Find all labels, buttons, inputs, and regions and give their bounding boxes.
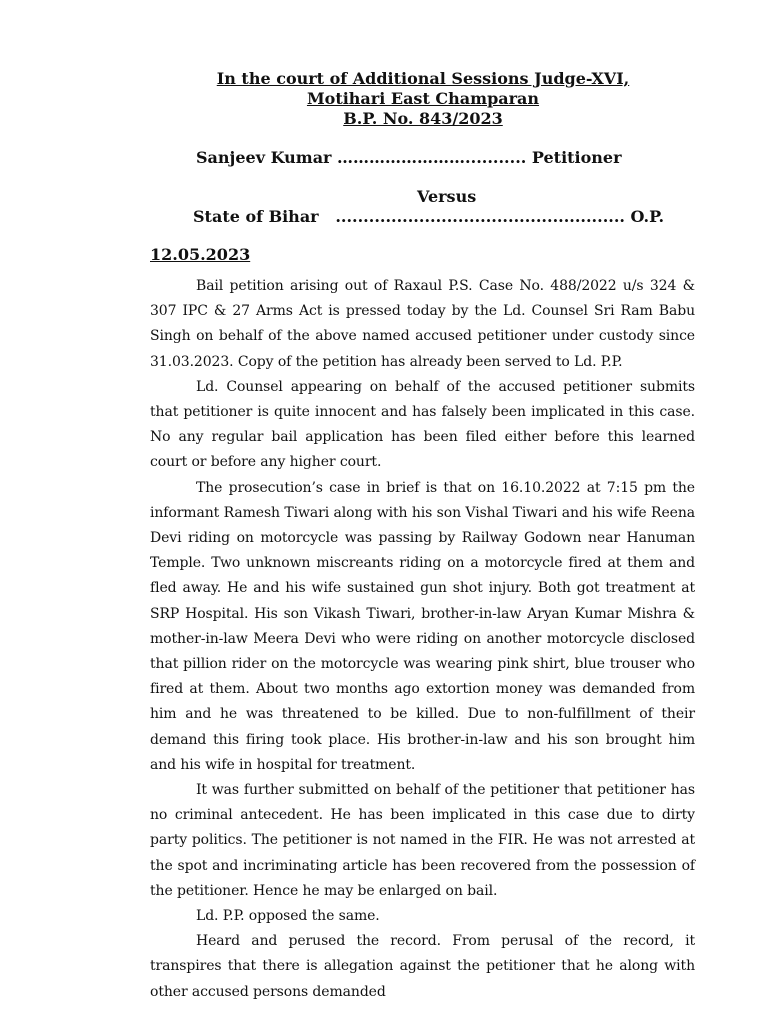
paragraph: Ld. Counsel appearing on behalf of the accused petitioner submits that petitioner is quite innocent and has falsely been implicated in this case. No any regular bail application has been filed either before this learned court or before any higher court. (150, 378, 695, 471)
case-number: B.P. No. 843/2023 (343, 109, 503, 128)
order-date: 12.05.2023 (150, 245, 251, 264)
paragraph: The prosecution’s case in brief is that on 16.10.2022 at 7:15 pm the informant Ramesh Tiwari along with his son Vishal Tiwari and his wife Reena Devi riding on motorcycle was passing by Railway Godown near Hanuman Temple. Two unknown miscreants riding on a motorcycle fired at them and fled away. He and his wife sustained gun shot injury. Both got treatment at SRP Hospital. His son Vikash Tiwari, brother-in-law Aryan Kumar Mishra & mother-in-law Meera Devi who were riding on another motorcycle disclosed that pillion rider on the motorcycle was wearing pink shirt, blue trouser who fired at them. About two months ago extortion money was demanded from him and he was threatened to be killed. Due to non-fulfillment of their demand this firing took place. His brother-in-law and his son brought him and his wife in hospital for treatment. (150, 479, 695, 773)
paragraph: Heard and perused the record. From perusal of the record, it transpires that there is allegation against the petitioner that he along with other accused persons demanded (150, 933, 695, 1000)
respondent-line: State of Bihar .................................................... O.P. (193, 207, 665, 226)
paragraph: Ld. P.P. opposed the same. (196, 908, 380, 925)
court-location: Motihari East Champaran (306, 89, 540, 108)
versus-label: Versus (417, 187, 477, 206)
order-body (150, 274, 695, 1005)
paragraph: It was further submitted on behalf of the petitioner that petitioner has no criminal antecedent. He has been implicated in this case due to dirty party politics. The petitioner is not named in the FIR. He was not arrested at the spot and incriminating article has been recovered from the possession of the petitioner. Hence he may be enlarged on bail. (150, 782, 695, 899)
petitioner-line: Sanjeev Kumar ……………………........... Petitioner (196, 148, 622, 167)
paragraph: Bail petition arising out of Raxaul P.S. Case No. 488/2022 u/s 324 & 307 IPC & 27 Arms Act is pressed today by the Ld. Counsel Sri Ram Babu Singh on behalf of the above named accused petitioner under custody since 31.03.2023. Copy of the petition has already been served to Ld. P.P. (150, 278, 695, 370)
court-title: In the court of Additional Sessions Judge-XVI, (216, 69, 630, 88)
